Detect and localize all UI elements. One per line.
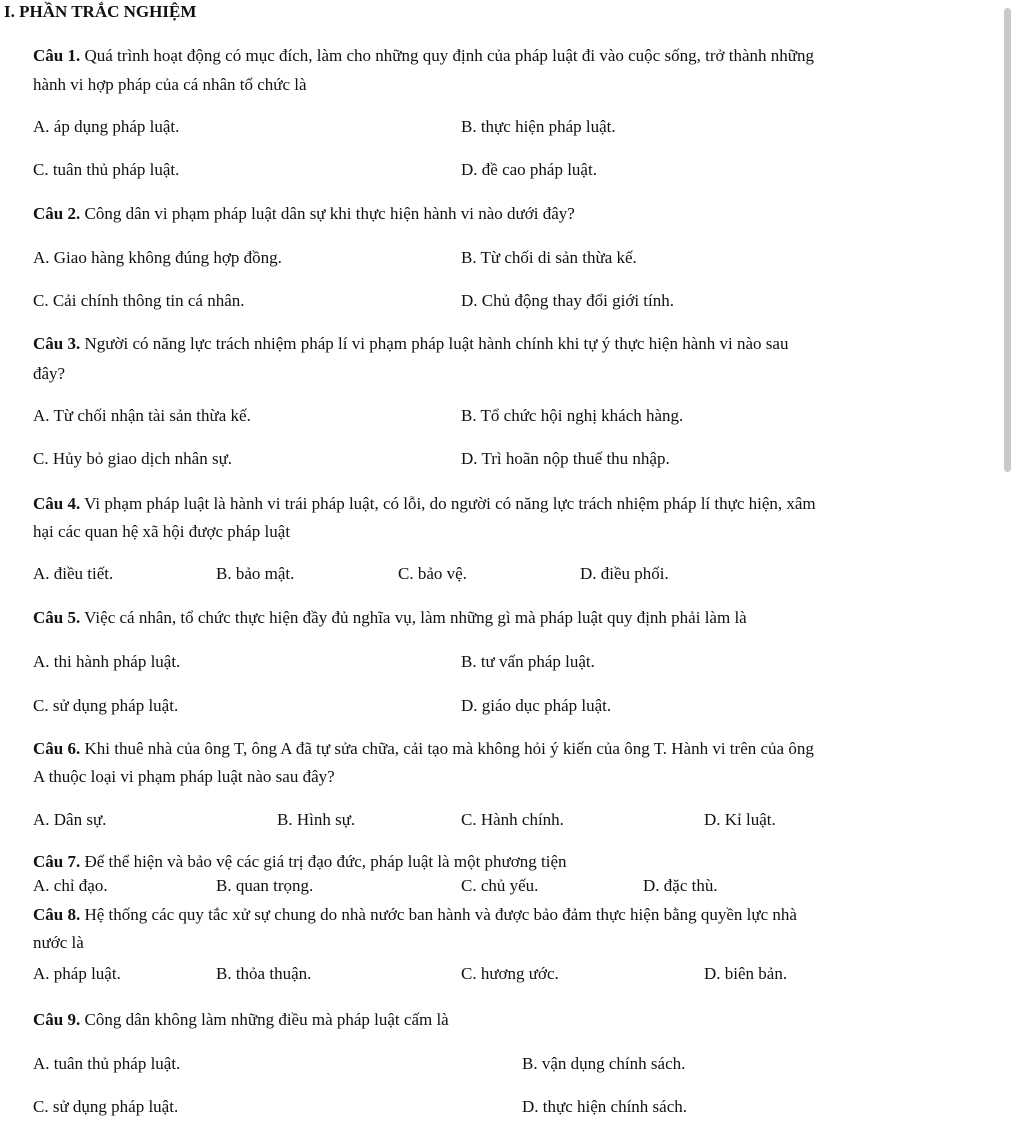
question-8-stem-cont: nước là <box>33 933 84 952</box>
question-label: Câu 7. <box>33 852 81 871</box>
question-7-option-b: B. quan trọng. <box>216 876 314 895</box>
question-6-stem-cont: A thuộc loại vi phạm pháp luật nào sau đây? <box>33 767 335 786</box>
question-text: Việc cá nhân, tổ chức thực hiện đầy đủ nghĩa vụ, làm những gì mà pháp luật quy định phải làm là <box>80 608 747 627</box>
question-2-option-b: B. Từ chối di sản thừa kế. <box>461 248 637 267</box>
question-1-option-a: A. áp dụng pháp luật. <box>33 117 180 136</box>
question-8-option-a: A. pháp luật. <box>33 964 121 983</box>
question-text: Quá trình hoạt động có mục đích, làm cho những quy định của pháp luật đi vào cuộc sống, trở thành những <box>80 46 814 65</box>
question-9-stem <box>33 1010 449 1030</box>
question-5-stem <box>33 608 747 628</box>
question-7-option-a: A. chỉ đạo. <box>33 876 108 895</box>
question-4-stem <box>33 494 816 514</box>
question-4-option-b: B. bảo mật. <box>216 564 295 583</box>
question-7-option-c: C. chủ yếu. <box>461 876 539 895</box>
question-4-option-c: C. bảo vệ. <box>398 564 467 583</box>
question-text: Hệ thống các quy tắc xử sự chung do nhà nước ban hành và được bảo đảm thực hiện bằng quyền lực nhà <box>80 905 797 924</box>
question-9-option-a: A. tuân thủ pháp luật. <box>33 1054 181 1073</box>
question-8-option-b: B. thỏa thuận. <box>216 964 312 983</box>
question-9-option-d: D. thực hiện chính sách. <box>522 1097 688 1116</box>
question-3-option-d: D. Trì hoãn nộp thuế thu nhập. <box>461 449 670 468</box>
question-label: Câu 3. <box>33 334 81 353</box>
question-text: Người có năng lực trách nhiệm pháp lí vi phạm pháp luật hành chính khi tự ý thực hiện hành vi nào sau <box>80 334 789 353</box>
question-7-option-d: D. đặc thù. <box>643 876 718 895</box>
question-label: Câu 1. <box>33 46 81 65</box>
question-label: Câu 2. <box>33 204 81 223</box>
question-5-option-c: C. sử dụng pháp luật. <box>33 696 179 715</box>
question-1-stem <box>33 46 814 66</box>
question-9-option-b: B. vận dụng chính sách. <box>522 1054 686 1073</box>
question-8-option-c: C. hương ước. <box>461 964 559 983</box>
question-9-option-c: C. sử dụng pháp luật. <box>33 1097 179 1116</box>
question-1-option-d: D. đề cao pháp luật. <box>461 160 597 179</box>
question-3-option-b: B. Tổ chức hội nghị khách hàng. <box>461 406 684 425</box>
question-6-option-c: C. Hành chính. <box>461 810 564 829</box>
question-label: Câu 5. <box>33 608 81 627</box>
question-text: Công dân vi phạm pháp luật dân sự khi thực hiện hành vi nào dưới đây? <box>80 204 575 223</box>
question-5-option-b: B. tư vấn pháp luật. <box>461 652 595 671</box>
question-3-stem-cont: đây? <box>33 364 66 383</box>
question-text: Để thể hiện và bảo vệ các giá trị đạo đức, pháp luật là một phương tiện <box>80 852 567 871</box>
question-3-option-a: A. Từ chối nhận tài sản thừa kế. <box>33 406 251 425</box>
question-3-option-c: C. Hủy bỏ giao dịch nhân sự. <box>33 449 233 468</box>
question-2-option-a: A. Giao hàng không đúng hợp đồng. <box>33 248 282 267</box>
question-1-option-c: C. tuân thủ pháp luật. <box>33 160 180 179</box>
question-text: Khi thuê nhà của ông T, ông A đã tự sửa chữa, cải tạo mà không hỏi ý kiến của ông T. Hành vi trên của ông <box>80 739 814 758</box>
question-6-option-a: A. Dân sự. <box>33 810 107 829</box>
question-2-stem <box>33 204 575 224</box>
question-label: Câu 8. <box>33 905 81 924</box>
question-6-option-b: B. Hình sự. <box>277 810 356 829</box>
question-label: Câu 9. <box>33 1010 81 1029</box>
question-text: Công dân không làm những điều mà pháp luật cấm là <box>80 1010 449 1029</box>
section-title: I. PHẦN TRẮC NGHIỆM <box>4 2 197 21</box>
question-label: Câu 6. <box>33 739 81 758</box>
question-4-option-a: A. điều tiết. <box>33 564 114 583</box>
vertical-scrollbar[interactable] <box>1004 8 1011 472</box>
question-1-stem-cont: hành vi hợp pháp của cá nhân tổ chức là <box>33 75 307 94</box>
question-text: Vi phạm pháp luật là hành vi trái pháp luật, có lỗi, do người có năng lực trách nhiệm pháp lí thực hiện, xâm <box>80 494 816 513</box>
question-2-option-d: D. Chủ động thay đổi giới tính. <box>461 291 674 310</box>
question-6-option-d: D. Kỉ luật. <box>704 810 776 829</box>
question-4-option-d: D. điều phối. <box>580 564 669 583</box>
question-5-option-d: D. giáo dục pháp luật. <box>461 696 612 715</box>
question-4-stem-cont: hại các quan hệ xã hội được pháp luật <box>33 522 291 541</box>
question-6-stem <box>33 739 814 759</box>
question-label: Câu 4. <box>33 494 81 513</box>
question-8-option-d: D. biên bản. <box>704 964 788 983</box>
question-7-stem <box>33 852 567 872</box>
question-2-option-c: C. Cải chính thông tin cá nhân. <box>33 291 245 310</box>
question-3-stem <box>33 334 788 354</box>
question-5-option-a: A. thi hành pháp luật. <box>33 652 181 671</box>
question-8-stem <box>33 905 797 925</box>
question-1-option-b: B. thực hiện pháp luật. <box>461 117 616 136</box>
